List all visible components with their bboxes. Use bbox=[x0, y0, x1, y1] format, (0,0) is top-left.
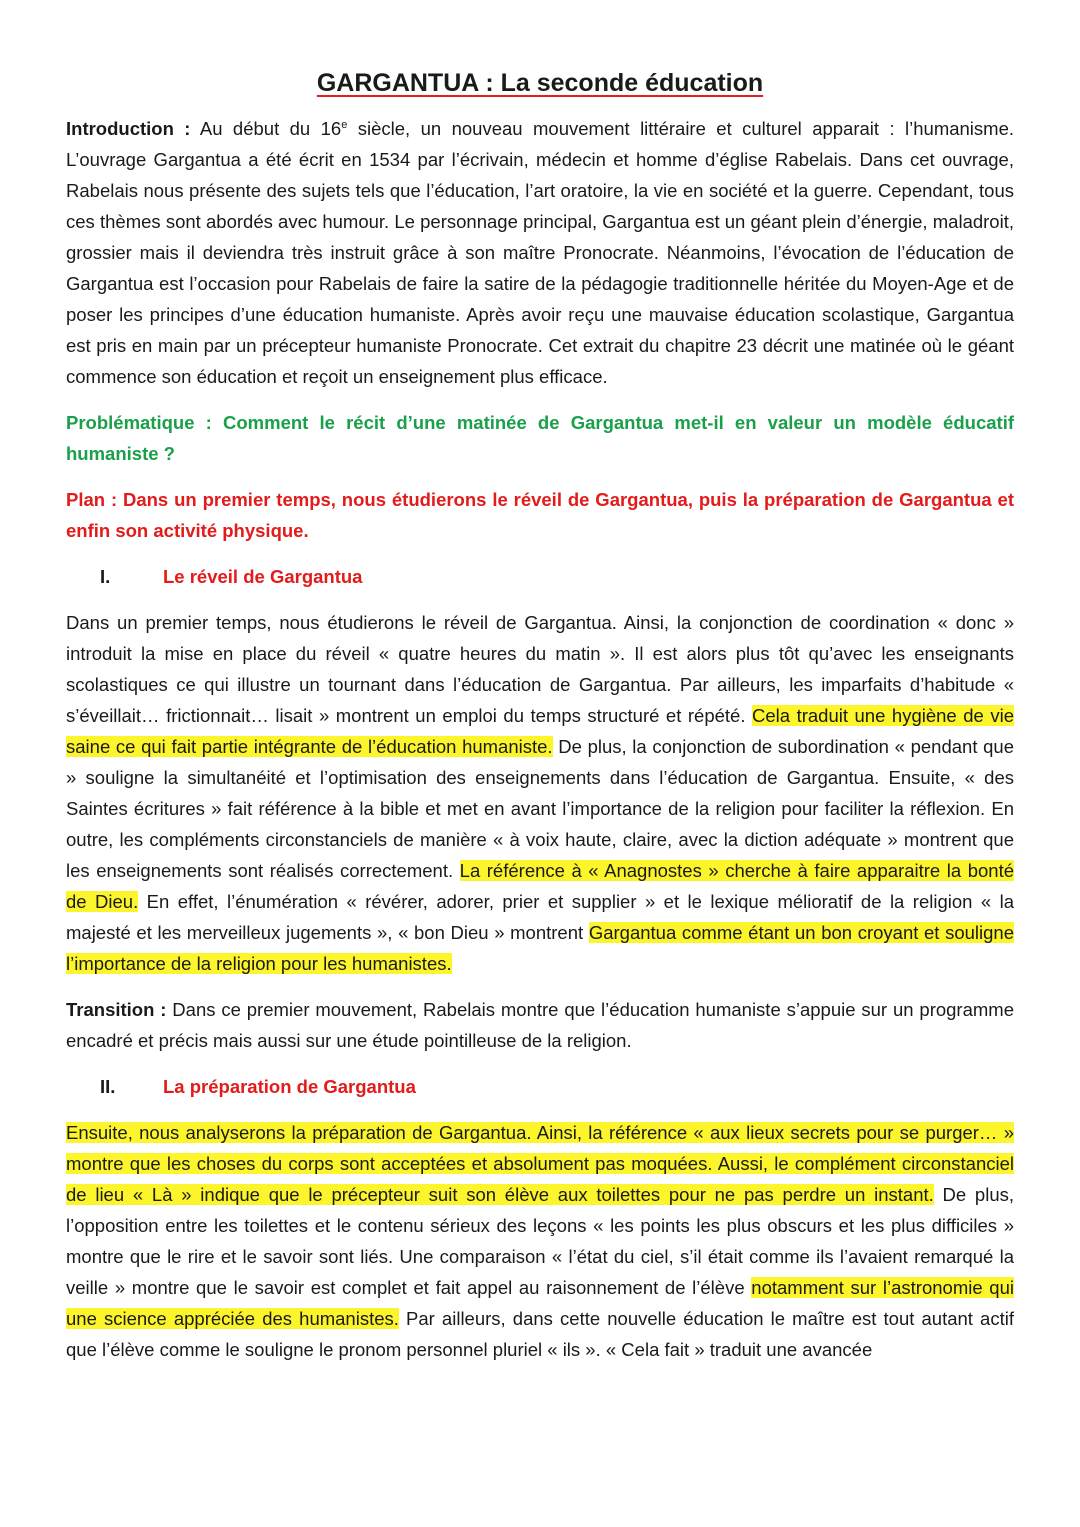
introduction-label: Introduction : bbox=[66, 118, 191, 139]
section-title: Le réveil de Gargantua bbox=[163, 566, 363, 587]
transition-label: Transition : bbox=[66, 999, 167, 1020]
section-number: II. bbox=[100, 1076, 116, 1097]
section-heading-1 bbox=[66, 561, 1014, 592]
section-number: I. bbox=[100, 566, 111, 587]
highlighted-text: notamment sur l’astronomie qui une science appréciée des humanistes. bbox=[66, 1277, 1014, 1329]
plan: Plan : Dans un premier temps, nous étudierons le réveil de Gargantua, puis la préparation de Gargantua et enfin son activité physique. bbox=[66, 489, 1014, 541]
section-2-paragraph: Ensuite, nous analyserons la préparation de Gargantua. Ainsi, la référence « aux lieux secrets pour se purger… » montre que les choses du corps sont acceptées et absolument pas moquées. Aussi, le complément circonstanciel de lieu « Là » indique que le précepteur suit son élève aux toilettes pour ne pas perdre un instant. De plus, l’opposition entre les toilettes et le contenu sérieux des leçons « les points les plus obscurs et les plus difficiles » montre que le rire et le savoir sont liés. Une comparaison « l’état du ciel, s’il était comme ils l’avaient remarqué la veille » montre que le savoir est complet et fait appel au raisonnement de l’élève notamment sur l’astronomie qui une science appréciée des humanistes. Par ailleurs, dans cette nouvelle éducation le maître est tout autant actif que l’élève comme le souligne le pronom personnel pluriel « ils ». « Cela fait » traduit une avancée bbox=[66, 1122, 1014, 1360]
problematique: Problématique : Comment le récit d’une matinée de Gargantua met-il en valeur un modèle éducatif humaniste ? bbox=[66, 412, 1014, 464]
highlighted-text: Ensuite, nous analyserons la préparation de Gargantua. Ainsi, la référence « aux lieux secrets pour se purger… » montre que les choses du corps sont acceptées et absolument pas moquées. Aussi, le complément circonstanciel de lieu « Là » indique que le précepteur suit son élève aux toilettes pour ne pas perdre un instant. bbox=[66, 1122, 1014, 1205]
highlighted-text: Cela traduit une hygiène de vie saine ce qui fait partie intégrante de l’éducation humaniste. bbox=[66, 705, 1014, 757]
section-heading-2 bbox=[66, 1071, 1014, 1102]
highlighted-text: Gargantua comme étant un bon croyant et souligne l’importance de la religion pour les humanistes. bbox=[66, 922, 1015, 974]
highlighted-text: La référence à « Anagnostes » cherche à faire apparaitre la bonté de Dieu. bbox=[66, 860, 1015, 912]
document-page bbox=[66, 66, 1014, 1365]
section-1-paragraph: Dans un premier temps, nous étudierons le réveil de Gargantua. Ainsi, la conjonction de coordination « donc » introduit la mise en place du réveil « quatre heures du matin ». Il est alors plus tôt qu’avec les enseignants scolastiques ce qui illustre un tournant dans l’éducation de Gargantua. Par ailleurs, les imparfaits d’habitude « s’éveillait… frictionnait… lisait » montrent un emploi du temps structuré et répété. Cela traduit une hygiène de vie saine ce qui fait partie intégrante de l’éducation humaniste. De plus, la conjonction de subordination « pendant que » souligne la simultanéité et l’optimisation des enseignements dans l’éducation de Gargantua. Ensuite, « des Saintes écritures » fait référence à la bible et met en avant l’importance de la religion pour faciliter la réflexion. En outre, les compléments circonstanciels de manière « à voix haute, claire, avec la diction adéquate » montrent que les enseignements sont réalisés correctement. La référence à « Anagnostes » cherche à faire apparaitre la bonté de Dieu. En effet, l’énumération « révérer, adorer, prier et supplier » et le lexique mélioratif de la religion « la majesté et les merveilleux jugements », « bon Dieu » montrent Gargantua comme étant un bon croyant et souligne l’importance de la religion pour les humanistes. bbox=[66, 612, 1015, 974]
transition-paragraph: Transition : Dans ce premier mouvement, Rabelais montre que l’éducation humaniste s’appuie sur un programme encadré et précis mais aussi sur une étude pointilleuse de la religion. bbox=[66, 999, 1014, 1051]
page-title: GARGANTUA : La seconde éducation bbox=[316, 69, 764, 97]
section-title: La préparation de Gargantua bbox=[163, 1076, 416, 1097]
introduction-paragraph: Introduction : Au début du 16e siècle, un nouveau mouvement littéraire et culturel apparait : l’humanisme. L’ouvrage Gargantua a été écrit en 1534 par l’écrivain, médecin et homme d’église Rabelais. Dans cet ouvrage, Rabelais nous présente des sujets tels que l’éducation, l’art oratoire, la vie en société et la guerre. Cependant, tous ces thèmes sont abordés avec humour. Le personnage principal, Gargantua est un géant plein d’énergie, maladroit, grossier mais il deviendra très instruit grâce à son maître Pronocrate. Néanmoins, l’évocation de l’éducation de Gargantua est l’occasion pour Rabelais de faire la satire de la pédagogie traditionnelle héritée du Moyen-Age et de poser les principes d’une éducation humaniste. Après avoir reçu une mauvaise éducation scolastique, Gargantua est pris en main par un précepteur humaniste Pronocrate. Cet extrait du chapitre 23 décrit une matinée où le géant commence son éducation et reçoit un enseignement plus efficace. bbox=[66, 118, 1015, 387]
